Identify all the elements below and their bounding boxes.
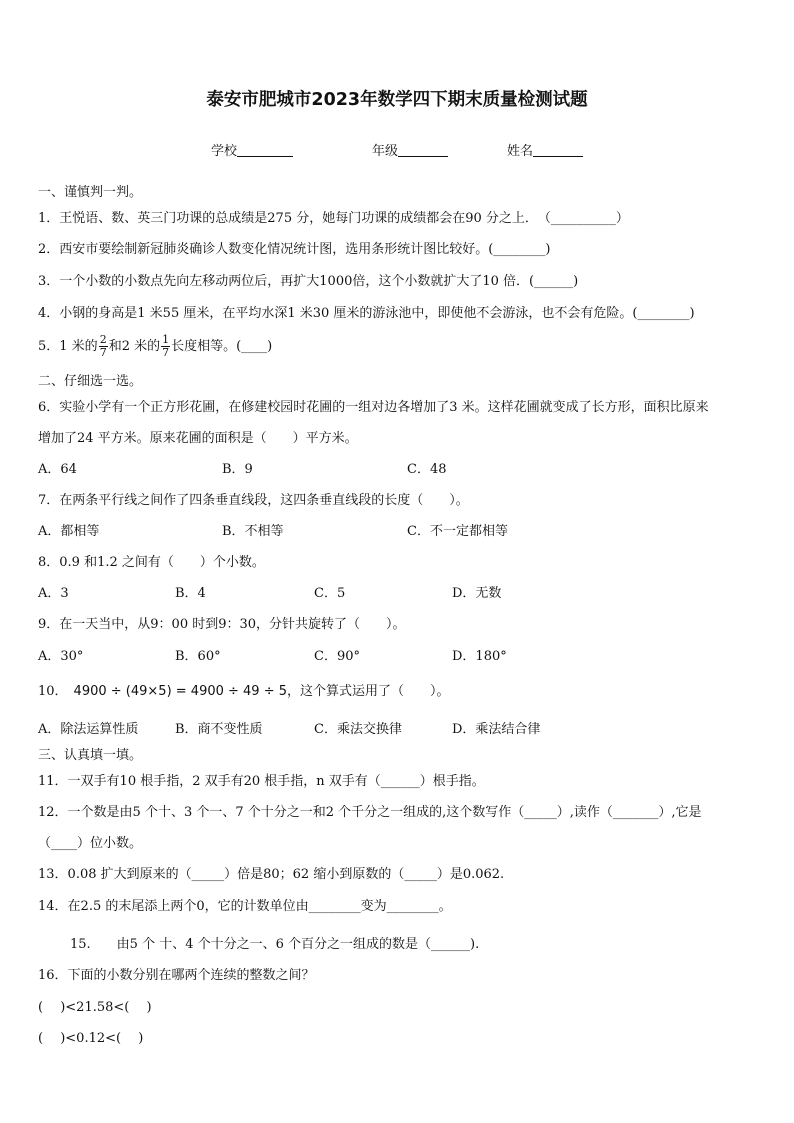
q5-text-c: 长度相等。(____)	[171, 339, 273, 354]
question-14: 14．在2.5 的末尾添上两个0，它的计数单位由________变为________。	[38, 899, 452, 914]
q10-option-d: D．乘法结合律	[452, 722, 541, 737]
section-heading-3: 三、认真填一填。	[38, 748, 143, 763]
q5-fraction-2	[161, 334, 170, 359]
name-field	[507, 140, 583, 159]
grade-label: 年级	[372, 144, 399, 159]
question-9: 9．在一天当中，从9：00 时到9：30，分针共旋转了（ ）。	[38, 617, 406, 632]
section-heading-1: 一、谨慎判一判。	[38, 185, 143, 200]
q5-text-a: 5．1 米的	[38, 339, 98, 354]
q5-fraction-1	[99, 334, 108, 359]
question-15: 15. 由5 个 十、4 个十分之一、6 个百分之一组成的数是（______).	[70, 937, 480, 952]
name-label: 姓名	[507, 144, 534, 159]
question-7: 7．在两条平行线之间作了四条垂直线段，这四条垂直线段的长度（ ）。	[38, 493, 469, 508]
q7-option-a: A．都相等	[38, 524, 100, 539]
q7-option-c: C．不一定都相等	[407, 524, 508, 539]
question-10	[38, 680, 450, 699]
school-field	[211, 140, 293, 159]
question-2: 2．西安市要绘制新冠肺炎确诊人数变化情况统计图，选用条形统计图比较好。(________)	[38, 242, 551, 257]
question-16: 16．下面的小数分别在哪两个连续的整数之间？	[38, 968, 315, 983]
q5-text-b: 和2 米的	[108, 339, 161, 354]
question-5	[38, 328, 272, 366]
page-title: 泰安市肥城市2023年数学四下期末质量检测试题	[206, 90, 588, 110]
question-12-line-1: 12．一个数是由5 个十、3 个一、7 个十分之一和2 个千分之一组成的,这个数写作（_____）,读作（_______）,它是	[38, 805, 702, 820]
question-1: 1．王悦语、数、英三门功课的总成绩是275 分，她每门功课的成绩都会在90 分之上． （__________）	[38, 211, 629, 226]
q10-number: 10．	[38, 684, 68, 699]
q9-option-a: A．30°	[38, 649, 84, 664]
q10-option-b: B．商不变性质	[175, 722, 263, 737]
q10-option-a: A．除法运算性质	[38, 722, 139, 737]
question-3: 3．一个小数的小数点先向左移动两位后，再扩大1000倍，这个小数就扩大了10 倍．(______)	[38, 274, 579, 289]
q5-fraction-2-den: 7	[162, 346, 170, 359]
q6-option-a: A．64	[38, 462, 77, 477]
q8-option-a: A．3	[38, 586, 69, 601]
q5-fraction-1-den: 7	[99, 346, 107, 359]
question-11: 11．一双手有10 根手指，2 双手有20 根手指，n 双手有（______）根手指。	[38, 774, 485, 789]
q10-option-c: C．乘法交换律	[314, 722, 402, 737]
name-blank	[533, 143, 583, 157]
school-blank	[237, 143, 293, 157]
question-16-a: ( )<21.58<( )	[38, 1000, 152, 1015]
q6-option-c: C．48	[407, 462, 447, 477]
q9-option-b: B．60°	[175, 649, 221, 664]
q9-option-d: D．180°	[452, 649, 507, 664]
grade-field	[372, 140, 448, 159]
question-6-line-1: 6．实验小学有一个正方形花圃，在修建校园时花圃的一组对边各增加了3 米。这样花圃就变成了长方形，面积比原来	[38, 400, 709, 415]
school-label: 学校	[211, 144, 238, 159]
q10-tail: ，这个算式运用了（ ）。	[287, 684, 450, 699]
q6-option-b: B．9	[222, 462, 253, 477]
q5-fraction-1-num: 2	[99, 333, 107, 346]
q10-expression: 4900 ÷ (49×5) = 4900 ÷ 49 ÷ 5	[73, 684, 288, 699]
question-12-line-2: （____）位小数。	[38, 836, 143, 851]
question-16-b: ( )<0.12<( )	[38, 1031, 144, 1046]
section-heading-2: 二、仔细选一选。	[38, 374, 143, 389]
q8-option-d: D．无数	[452, 586, 502, 601]
q9-option-c: C．90°	[314, 649, 360, 664]
q8-option-c: C．5	[314, 586, 346, 601]
question-6-line-2: 增加了24 平方米。原来花圃的面积是（ ）平方米。	[38, 431, 358, 446]
q8-option-b: B．4	[175, 586, 206, 601]
q5-fraction-2-num: 1	[162, 333, 170, 346]
question-8: 8．0.9 和1.2 之间有（ ）个小数。	[38, 555, 265, 570]
q7-option-b: B．不相等	[222, 524, 284, 539]
question-13: 13．0.08 扩大到原来的（_____）倍是80；62 缩小到原数的（_____）是0.062.	[38, 867, 505, 882]
question-4: 4．小钢的身高是1 米55 厘米，在平均水深1 米30 厘米的游泳池中，即使他不会游泳，也不会有危险。(________)	[38, 306, 695, 321]
grade-blank	[398, 143, 448, 157]
